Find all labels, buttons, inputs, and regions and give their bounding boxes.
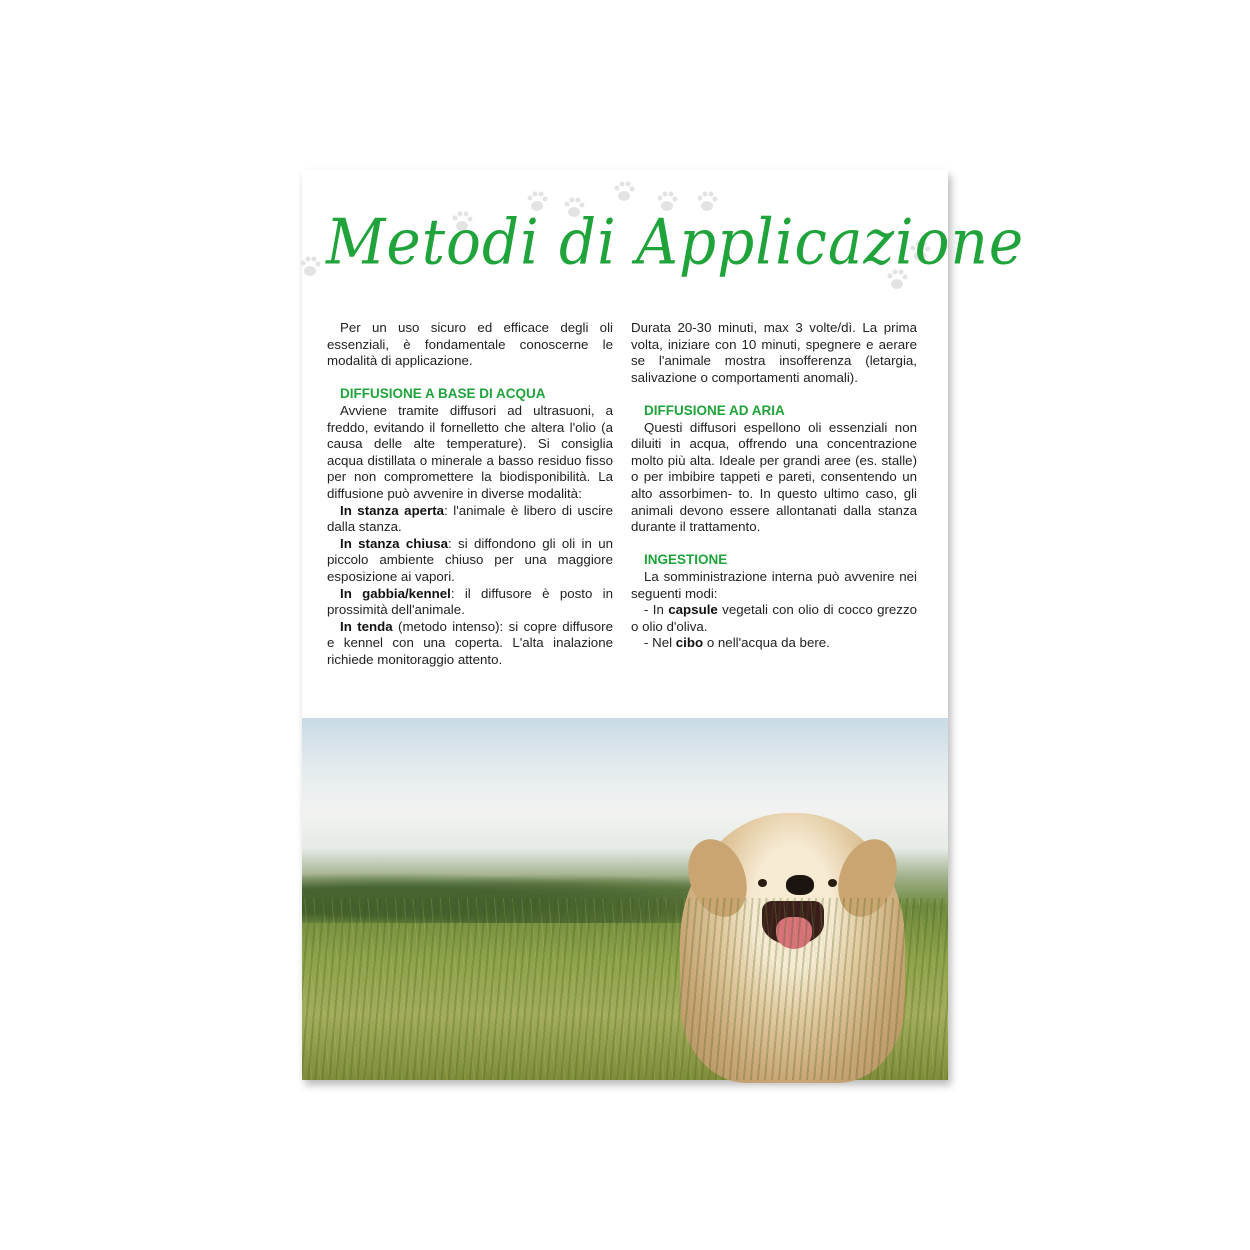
item-text: vegetali con olio di cocco grezzo o olio d'oliva.: [631, 602, 917, 634]
mode-text: : l'animale è libero di uscire dalla stanza.: [327, 502, 614, 535]
air-diffusion-body: Questi diffusori espellono oli essenziali non diluiti in acqua, offrendo una concentrazione molto più alta. Ideale per grandi aree (es. stalle) o per imbibire tappeti e pareti, consentendo un alto assorbimen- to. In questo ultimo caso, gli animali devono essere allontanati dalla stanza durante il trattamento.: [631, 419, 917, 535]
mode-label: In tenda: [340, 618, 393, 634]
ingestion-item: [631, 635, 917, 652]
mode-text: (metodo intenso): si copre diffusore e kennel con una coperta. L'alta inalazione richiede monitoraggio attento.: [327, 618, 613, 667]
dog-in-grass-photo: [302, 718, 948, 1080]
mode-label: In gabbia/kennel: [340, 585, 451, 601]
heading-ingestion: INGESTIONE: [644, 552, 728, 568]
heading-water-diffusion: DIFFUSIONE A BASE DI ACQUA: [340, 386, 546, 402]
water-diffusion-body: Avviene tramite diffusori ad ultrasuoni, a freddo, evitando il fornelletto che altera l'olio (a causa delle alte temperature). Si consiglia acqua distillata o minerale a basso residuo fisso per non compromettere la biodisponibilità. La diffusione può avvenire in diverse modalità:: [327, 402, 613, 501]
mode-label: In stanza aperta: [340, 502, 445, 518]
dog-eye: [758, 879, 767, 887]
grass-foreground: [302, 898, 948, 1080]
mode-text: : si diffondono gli oli in un piccolo ambiente chiuso per una maggiore esposizione ai vapori.: [327, 535, 613, 584]
dog-nose: [786, 875, 814, 895]
dog-eye: [828, 879, 837, 887]
duration-paragraph: Durata 20-30 minuti, max 3 volte/dì. La prima volta, iniziare con 10 minuti, spegnere e aerare se l'animale mostra insofferenza (letargia, salivazione o comportamenti anomali).: [631, 320, 917, 385]
ingestion-body: La somministrazione interna può avvenire nei seguenti modi:: [631, 568, 917, 601]
mode-item: [327, 619, 613, 669]
item-label: capsule: [668, 602, 718, 618]
mode-label: In stanza chiusa: [340, 535, 449, 551]
right-column: [631, 320, 917, 652]
item-prefix: - Nel: [644, 635, 676, 651]
ingestion-item: [631, 602, 917, 635]
document-page: [302, 170, 1025, 1080]
mode-item: [327, 503, 613, 536]
mode-item: [327, 586, 613, 619]
mode-item: [327, 536, 613, 586]
heading-air-diffusion: DIFFUSIONE AD ARIA: [644, 402, 785, 418]
item-label: cibo: [675, 635, 704, 651]
left-column: [327, 320, 613, 668]
page-title: Metodi di Applicazione: [326, 205, 1025, 279]
item-prefix: - In: [644, 602, 669, 618]
mode-text: : il diffusore è posto in prossimità dell'animale.: [327, 585, 614, 618]
item-text: o nell'acqua da bere.: [703, 635, 830, 651]
intro-paragraph: Per un uso sicuro ed efficace degli oli essenziali, è fondamentale conoscerne le modalità di applicazione.: [327, 320, 613, 369]
